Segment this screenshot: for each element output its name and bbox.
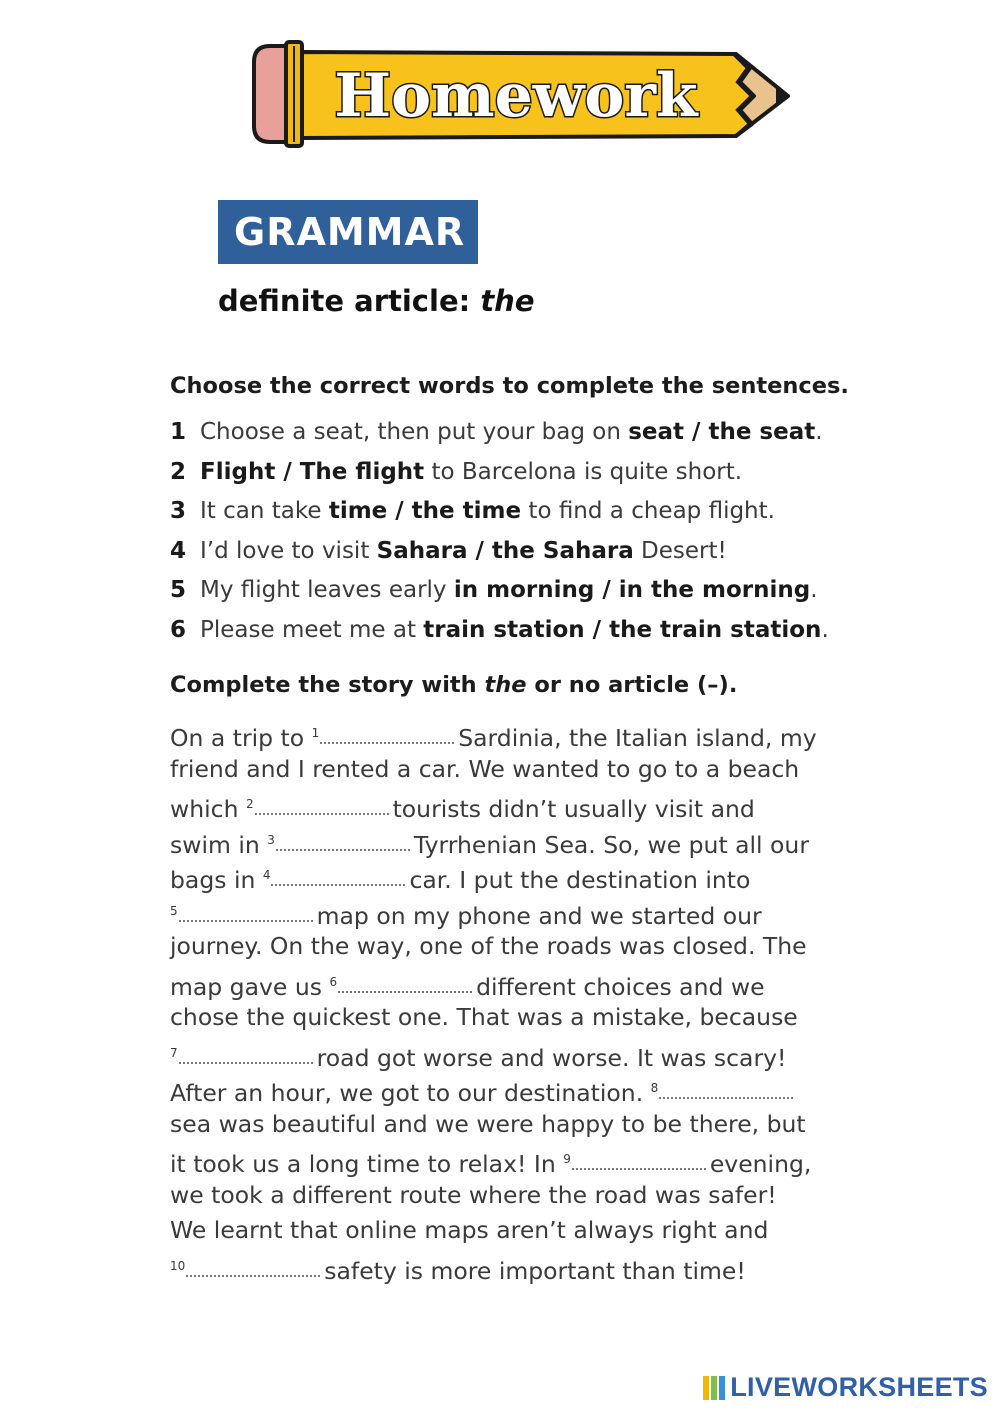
homework-pencil-banner (248, 38, 793, 150)
story-text-segment: map on my phone and we started our (316, 901, 762, 930)
subtitle-emphasis: the (480, 284, 535, 318)
story-text-segment: chose the quickest one. That was a mistake, because (170, 1003, 798, 1031)
sentence-text: . (810, 577, 818, 603)
story-line (170, 1213, 860, 1249)
choice-options[interactable]: Sahara / the Sahara (376, 537, 634, 564)
gap-7[interactable] (170, 1036, 313, 1076)
sentence-text: . (815, 419, 823, 445)
story-text-segment: journey. On the way, one of the roads was closed. The (170, 932, 807, 960)
item-number: 3 (170, 498, 187, 524)
choice-options[interactable]: seat / the seat (628, 419, 816, 445)
story-line (170, 858, 860, 894)
instruction-part: Complete the story with (170, 672, 485, 698)
item-number: 2 (170, 458, 187, 485)
footer-brand-text: LIVEWORKSHEETS (730, 1372, 988, 1402)
choice-options[interactable]: time / the time (328, 498, 522, 524)
story-text-segment: it took us a long time to relax! In (170, 1150, 564, 1178)
sentence-text: Please meet me at (200, 616, 424, 643)
gap-1[interactable] (312, 716, 455, 756)
gap-number: 9 (563, 1152, 571, 1166)
gap-4[interactable] (263, 858, 406, 898)
gap-8[interactable] (651, 1071, 794, 1111)
gap-10[interactable] (170, 1249, 320, 1289)
instruction-part: or no article (–). (526, 672, 738, 698)
sentence-text: Desert! (633, 537, 727, 564)
gap-6[interactable] (329, 965, 472, 1005)
answer-blank[interactable] (659, 1093, 793, 1099)
gap-number: 6 (329, 974, 338, 989)
answer-blank[interactable] (572, 1164, 706, 1170)
banner-title: Homework (334, 61, 698, 131)
story-text-segment: we took a different route where the road was safer! (170, 1180, 777, 1209)
gap-2[interactable] (246, 787, 389, 827)
story-text-segment: swim in (170, 830, 268, 859)
item-number: 5 (170, 577, 187, 603)
sentence-item (170, 614, 890, 654)
story-text-segment: evening, (709, 1150, 812, 1178)
gap-number: 10 (170, 1258, 186, 1273)
page-subtitle (218, 284, 535, 318)
answer-blank[interactable] (179, 916, 313, 922)
answer-blank[interactable] (186, 1271, 320, 1277)
exercise1-list (170, 416, 890, 653)
sentence-text: . (821, 616, 829, 643)
story-text-segment: tourists didn’t usually visit and (392, 795, 755, 823)
story-line (170, 1036, 860, 1072)
footer-brand (702, 1372, 988, 1403)
exercise2-instruction (170, 672, 737, 698)
sentence-item (170, 456, 890, 496)
answer-blank[interactable] (338, 987, 472, 993)
sentence-item (170, 535, 890, 575)
gap-number: 3 (267, 832, 275, 847)
answer-blank[interactable] (179, 1058, 313, 1064)
sentence-text: to Barcelona is quite short. (424, 458, 743, 485)
answer-blank[interactable] (271, 880, 405, 886)
gap-number: 5 (170, 903, 178, 918)
story-line (170, 1000, 860, 1036)
story-line (170, 929, 860, 965)
story-line (170, 1249, 860, 1285)
sentence-text: It can take (200, 498, 329, 524)
story-line (170, 965, 860, 1001)
story-text-segment: On a trip to (170, 724, 312, 752)
story-line (170, 1107, 860, 1143)
answer-blank[interactable] (320, 738, 454, 744)
sentence-text: I’d love to visit (200, 537, 377, 564)
story-text-segment: After an hour, we got to our destination. (170, 1079, 651, 1107)
choice-options[interactable]: in morning / in the morning (453, 577, 811, 603)
story-text (170, 716, 860, 1284)
item-number: 6 (170, 616, 187, 643)
choice-options[interactable]: train station / the train station (423, 616, 822, 643)
grammar-label: GRAMMAR (218, 200, 478, 264)
subtitle-prefix: definite article: (218, 284, 481, 318)
sentence-item (170, 574, 890, 614)
story-text-segment: We learnt that online maps aren’t always right and (170, 1216, 769, 1244)
item-number: 1 (170, 419, 187, 445)
story-text-segment: safety is more important than time! (324, 1256, 746, 1285)
story-text-segment: Sardinia, the Italian island, my (458, 724, 817, 752)
story-text-segment: road got worse and worse. It was scary! (316, 1043, 787, 1072)
choice-options[interactable]: Flight / The flight (200, 458, 425, 485)
story-line (170, 894, 860, 930)
gap-number: 8 (650, 1081, 659, 1095)
story-text-segment: sea was beautiful and we were happy to be there, but (170, 1109, 806, 1138)
item-number: 4 (170, 537, 187, 564)
gap-3[interactable] (267, 823, 410, 863)
gap-number: 1 (311, 726, 320, 740)
story-line (170, 787, 860, 823)
story-line (170, 823, 860, 859)
exercise1-instruction: Choose the correct words to complete the sentences. (170, 373, 849, 399)
gap-number: 7 (170, 1045, 178, 1060)
liveworksheets-logo-icon (702, 1374, 726, 1402)
gap-number: 2 (245, 797, 254, 811)
sentence-text: to find a cheap flight. (521, 498, 775, 524)
story-text-segment: different choices and we (476, 972, 765, 1001)
sentence-item (170, 495, 890, 535)
sentence-text: Choose a seat, then put your bag on (200, 419, 629, 445)
story-line (170, 752, 860, 788)
instruction-part: the (484, 672, 527, 698)
story-text-segment: Tyrrhenian Sea. So, we put all our (413, 830, 809, 859)
story-text-segment: car. I put the destination into (409, 866, 751, 894)
story-line (170, 716, 860, 752)
sentence-item (170, 416, 890, 456)
story-line (170, 1071, 860, 1107)
sentence-text: My flight leaves early (200, 577, 454, 603)
answer-blank[interactable] (255, 809, 389, 815)
gap-9[interactable] (563, 1142, 706, 1182)
gap-number: 4 (262, 868, 271, 882)
story-text-segment: bags in (170, 866, 263, 894)
story-text-segment: which (170, 795, 246, 823)
story-line (170, 1142, 860, 1178)
story-line (170, 1178, 860, 1214)
story-text-segment: map gave us (170, 972, 330, 1001)
story-text-segment: friend and I rented a car. We wanted to go to a beach (170, 754, 800, 783)
answer-blank[interactable] (276, 845, 410, 851)
gap-5[interactable] (170, 894, 313, 934)
